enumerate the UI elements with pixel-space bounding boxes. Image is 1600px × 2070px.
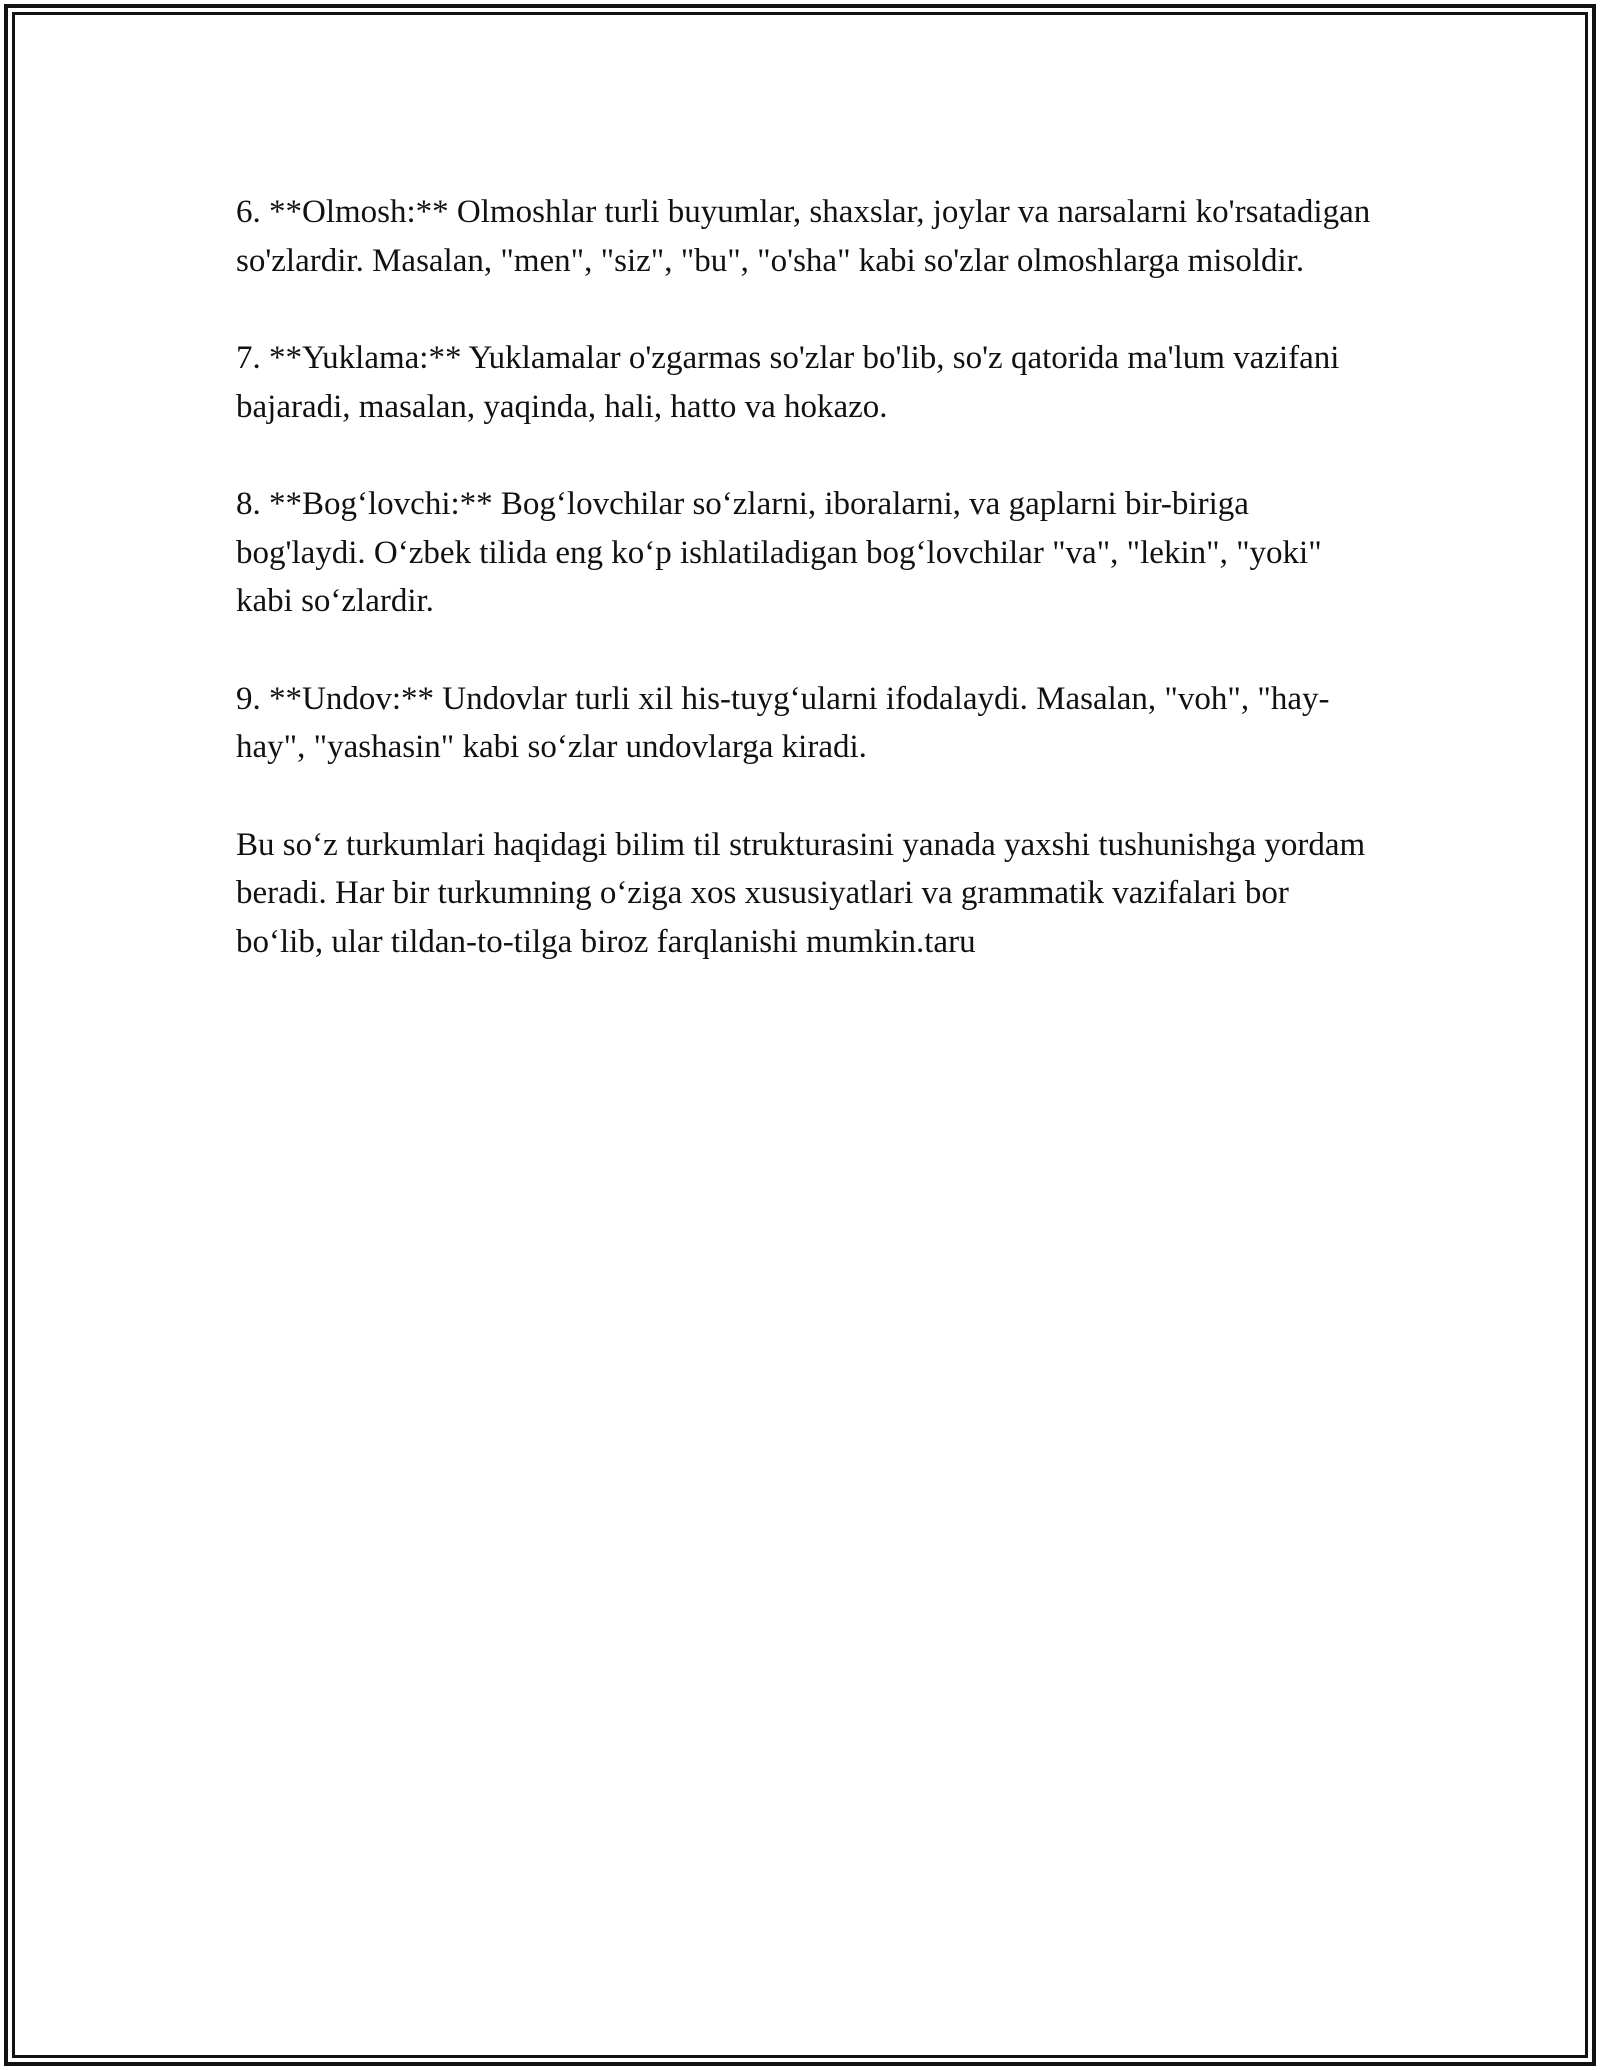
paragraph-boglovchi: 8. **Bog‘lovchi:** Bog‘lovchilar so‘zlarni, iboralarni, va gaplarni bir-biriga bog'laydi. O‘zbek tilida eng ko‘p ishlatiladigan bog‘lovchilar "va", "lekin", "yoki" kabi so‘zlardir.: [236, 486, 1322, 619]
paragraph-conclusion: Bu so‘z turkumlari haqidagi bilim til strukturasini yanada yaxshi tushunishga yordam beradi. Har bir turkumning o‘ziga xos xususiyatlari va grammatik vazifalari bor bo‘lib, ular tildan-to-tilga biroz farqlanishi mumkin.taru: [236, 826, 1366, 960]
paragraph-olmosh: 6. **Olmosh:** Olmoshlar turli buyumlar, shaxslar, joylar va narsalarni ko'rsatadigan so'zlardir. Masalan, "men", "siz", "bu", "o'sha" kabi so'zlar olmoshlarga misoldir.: [236, 194, 1371, 279]
paragraph-undov: 9. **Undov:** Undovlar turli xil his-tuyg‘ularni ifodalaydi. Masalan, "voh", "hay-hay", "yashasin" kabi so‘zlar undovlarga kiradi.: [236, 680, 1330, 765]
document-body: [236, 188, 1376, 1015]
paragraph-yuklama: 7. **Yuklama:** Yuklamalar o'zgarmas so'zlar bo'lib, so'z qatorida ma'lum vazifani bajaradi, masalan, yaqinda, hali, hatto va hokazo.: [236, 340, 1340, 425]
